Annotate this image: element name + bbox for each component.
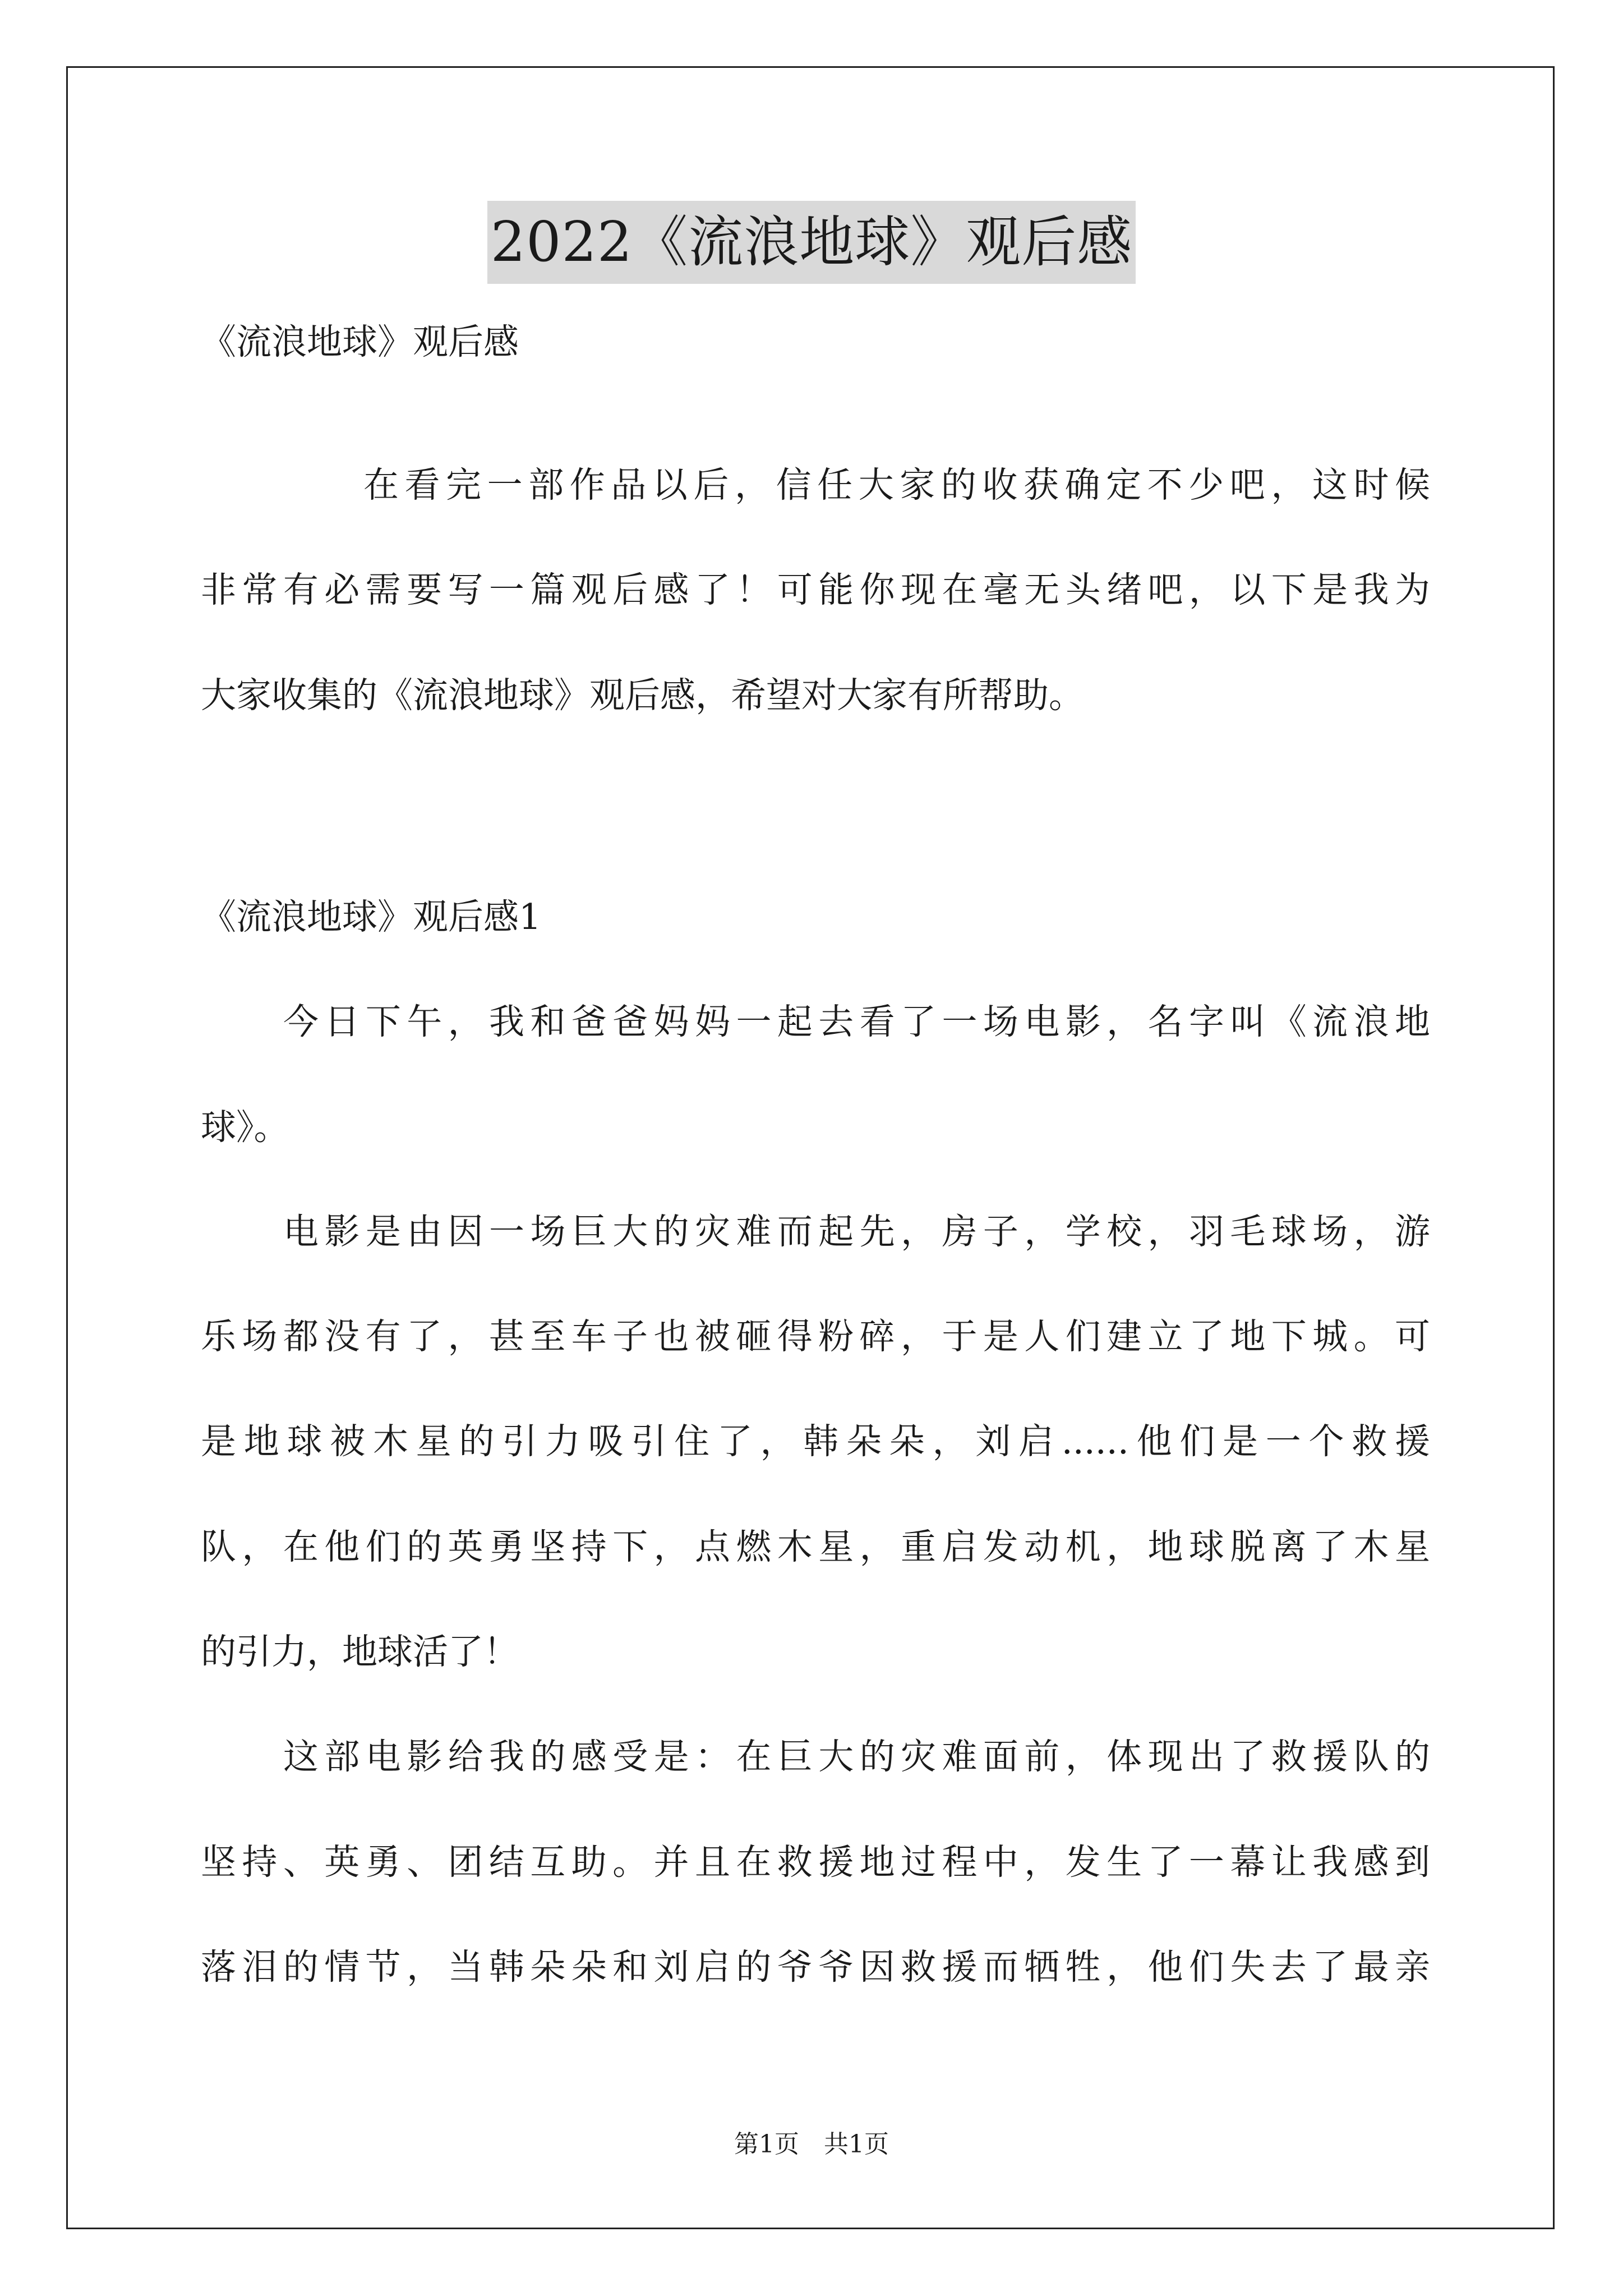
paragraph3-line-2: 坚持、英勇、团结互助。并且在救援地过程中，发生了一幕让我感到 bbox=[201, 1842, 1430, 1883]
intro-line-1: 在看完一部作品以后，信任大家的收获确定不少吧，这时候 bbox=[363, 464, 1430, 505]
page-footer: 第1页 共1页 bbox=[734, 2130, 889, 2159]
paragraph1-line-2: 球》。 bbox=[201, 1107, 289, 1148]
paragraph3-line-1: 这部电影给我的感受是：在巨大的灾难面前，体现出了救援队的 bbox=[283, 1736, 1430, 1777]
paragraph2-line-2: 乐场都没有了，甚至车子也被砸得粉碎，于是人们建立了地下城。可 bbox=[201, 1316, 1430, 1357]
paragraph1-line-1: 今日下午，我和爸爸妈妈一起去看了一场电影，名字叫《流浪地 bbox=[283, 1001, 1430, 1042]
intro-line-2: 非常有必需要写一篇观后感了！可能你现在毫无头绪吧，以下是我为 bbox=[201, 569, 1430, 610]
paragraph3-line-3: 落泪的情节，当韩朵朵和刘启的爷爷因救援而牺牲，他们失去了最亲 bbox=[201, 1947, 1430, 1987]
paragraph2-line-3: 是地球被木星的引力吸引住了，韩朵朵，刘启......他们是一个救援 bbox=[201, 1421, 1430, 1462]
title-wrap bbox=[0, 201, 1623, 284]
paragraph2-line-1: 电影是由因一场巨大的灾难而起先，房子，学校，羽毛球场，游 bbox=[283, 1211, 1430, 1252]
intro-line-3: 大家收集的《流浪地球》观后感，希望对大家有所帮助。 bbox=[201, 675, 1084, 716]
section-heading: 《流浪地球》观后感1 bbox=[201, 896, 542, 937]
document-subtitle: 《流浪地球》观后感 bbox=[201, 321, 519, 362]
page-border bbox=[66, 66, 1555, 2229]
paragraph2-line-4: 队，在他们的英勇坚持下，点燃木星，重启发动机，地球脱离了木星 bbox=[201, 1526, 1430, 1567]
paragraph2-line-5: 的引力，地球活了！ bbox=[201, 1631, 519, 1672]
document-title: 2022《流浪地球》观后感 bbox=[487, 201, 1136, 284]
